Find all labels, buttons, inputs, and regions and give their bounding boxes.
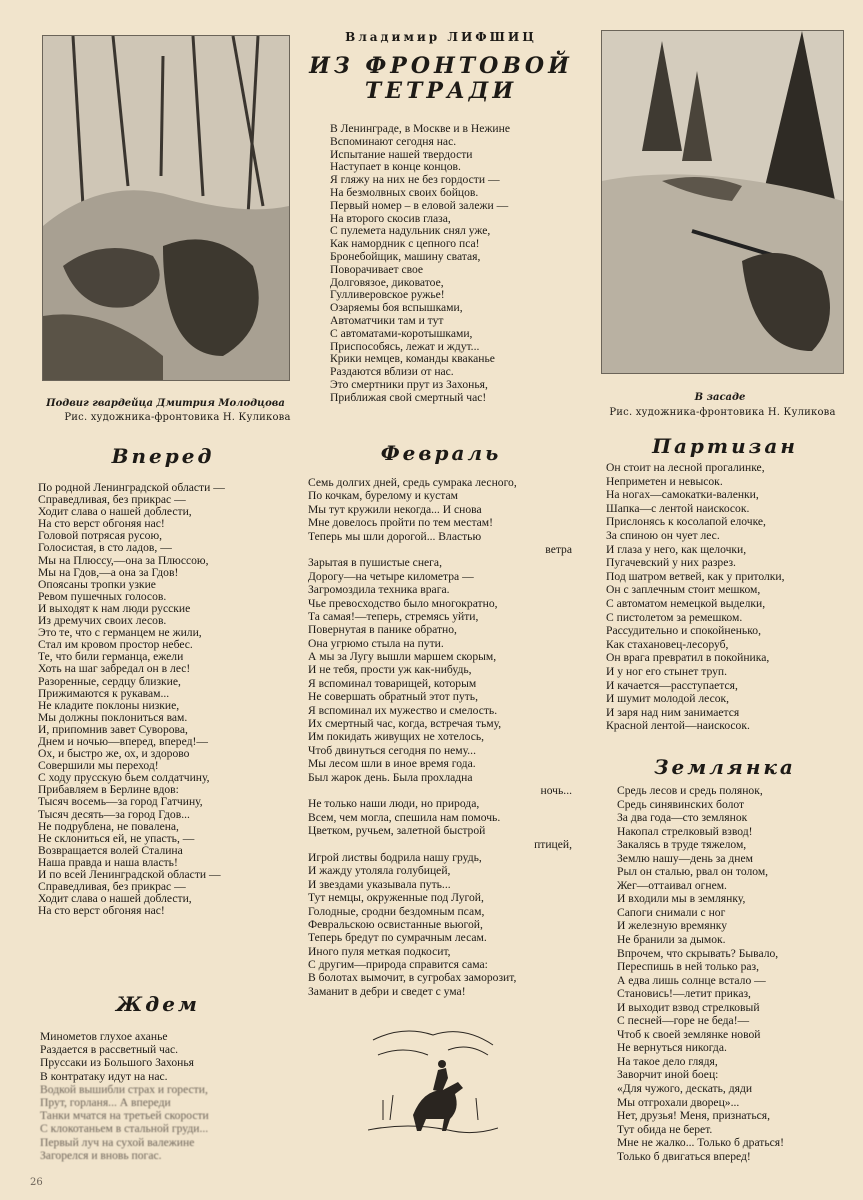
poem-line: Первый луч на сухой валежине [40,1135,195,1149]
poem-line: Мне довелось пройти по тем местам! [308,516,493,530]
poem-line: Раздается в рассветный час. [40,1043,179,1057]
poem-line: Не кладите поклоны низкие, [38,698,180,712]
poem-line: Прут, горланя... А впереди [40,1095,171,1109]
poem-line: Только б двигаться вперед! [617,1149,751,1163]
poem-line: Я гляжу на них не без гордости — [330,173,500,187]
poem-partizan [606,461,785,733]
poem-line: Не бранили за дымок. [617,933,726,947]
poem-line: Она угрюмо стыла на пути. [308,636,444,650]
horse-rider-icon [368,1020,498,1145]
poem-line: Становись!—летит приказ, [617,987,751,1001]
poem-line: Зарытая в пушистые снега, [308,556,442,570]
poem-zemlyanka [617,784,784,1163]
poem-line: Чтоб к своей землянке новой [617,1027,761,1041]
poem-line: Он с заплечным стоит мешком, [606,583,761,597]
poem-line: Гулливеровское ружье! [330,288,445,302]
poem-line: И у ног его стынет труп. [606,664,727,678]
poem-intro [330,123,510,405]
poem-line: На такое дело глядя, [617,1054,718,1068]
poem-line: Средь синявинских болот [617,797,745,811]
poem-line: Заворчит иной боец: [617,1068,719,1082]
poem-line: Повернутая в панике обратно, [308,623,457,637]
poem-line: Сапоги снимали с ног [617,905,726,919]
poem-title-vpered: Вперед [111,444,215,468]
poem-line: И, припомнив завет Суворова, [38,722,188,736]
poem-line: В болотах вымочит, в сугробах заморозит, [308,971,517,985]
poem-line: Мы отгрохали дворец»... [617,1095,740,1109]
poem-line: Землю нашу—день за днем [617,851,753,865]
poem-line: Долговязое, диковатое, [330,275,444,289]
poem-line: Неприметен и невысок. [606,474,723,488]
poem-line: Чье превосходство было многократно, [308,596,498,610]
poem-line: Заманит в дебри и сведет с ума! [308,984,466,998]
poem-line: Совершили мы переход! [38,759,159,773]
poem-line: И железную времянку [617,919,728,933]
poem-line: Из дремучих своих лесов. [38,614,167,628]
main-title-line2: ТЕТРАДИ [364,78,518,104]
poem-line: Тысяч десять—за город Гдов... [38,807,190,821]
poem-line: Та самая!—теперь, стремясь уйти, [308,609,479,623]
poem-line: На безмолвных своих бойцов. [330,185,479,199]
poem-line: Загромоздила техника врага. [308,583,450,597]
poem-line: И выходит взвод стрелковый [617,1000,760,1014]
poem-line: Загорелся и вновь погас. [40,1148,162,1162]
poem-line: Мы лесом шли в иное время года. [308,757,476,771]
poem-line: Танки мчатся на третьей скорости [40,1109,209,1123]
author-name: Владимир ЛИФШИЦ [345,30,537,44]
poem-line: По родной Ленинградской области — [38,481,225,494]
poem-line: На ногах—самокатки-валенки, [606,488,759,502]
poem-line: В Ленинграде, в Москве и в Нежине [330,122,510,135]
poem-line: ветра [545,542,572,556]
illustration-guardsman-molodtsov [42,35,290,381]
poem-line: И по всей Ленинградской области — [38,868,221,881]
poem-line: Возвращается волей Сталина [38,843,183,857]
poem-line: Опоясаны тропки узкие [38,577,156,591]
poem-line: И входили мы в землянку, [617,892,746,906]
poem-line: И заря над ним занимается [606,705,740,719]
poem-line: Я вспоминал товарищей, которым [308,676,477,690]
poem-line: Он стоит на лесной прогалинке, [606,461,765,474]
poem-line: По кочкам, бурелому и кустам [308,489,458,503]
poem-line: Автоматчики там и тут [330,313,444,327]
poem-line: Пруссаки из Большого Захонья [40,1056,195,1070]
right-illustration-credit: Рис. художника-фронтовика Н. Куликова [609,407,836,418]
poem-line: Нет, друзья! Меня, признаться, [617,1109,771,1123]
poem-line: Шапка—с лентой наискосок. [606,501,750,515]
poem-line: С ходу прусскую бьем солдатчину, [38,771,210,785]
poem-line: Первый номер – в еловой залежи — [330,198,509,212]
poem-line: Красной лентой—наискосок. [606,719,750,733]
poem-line: Те, что били германца, ежели [38,650,184,664]
poem-line: Рыл он сталью, рвал он толом, [617,865,769,879]
poem-line: Днем и ночью—вперед, вперед!— [38,734,208,748]
poem-line: Вспоминают сегодня нас. [330,134,457,148]
poem-line: Прислонясь к косолапой елочке, [606,515,766,529]
poem-line: Всем, чем могла, спешила нам помочь. [308,810,501,824]
poem-line: С пистолетом за ремешком. [606,610,743,624]
poem-line: Тут обида не берет. [617,1122,713,1136]
poem-line: С пулемета надульник снял уже, [330,224,491,238]
poem-line: Справедливая, без прикрас — [38,493,186,507]
poem-line: Я вспоминал их мужество и смелость. [308,703,498,717]
poem-line: И жажду утоляла голубицей, [308,864,451,878]
poem-line: Приспособясь, лежат и ждут... [330,339,480,353]
poem-line: Не только наши люди, но природа, [308,797,480,811]
poem-line: Как намордник с цепного пса! [330,237,480,251]
poem-line: Справедливая, без прикрас — [38,880,186,894]
rider-sketch-illustration [368,1020,498,1145]
poem-line: На сто верст обгоняя нас! [38,904,165,918]
poem-line: Мы должны поклониться вам. [38,710,188,724]
poem-line: Теперь бредут по сумрачным лесам. [308,931,487,945]
poem-line: Минометов глухое аханье [40,1030,168,1043]
poem-line: Накопал стрелковый взвод! [617,824,753,838]
page-number: 26 [30,1177,43,1188]
poem-line: Озаряемы боя вспышками, [330,301,463,315]
poem-line: Под шатром ветвей, как у притолки, [606,569,785,583]
poem-line: Ох, и быстро же, ох, и здорово [38,747,190,761]
poem-line: С автоматом немецкой выделки, [606,596,766,610]
poem-line: Испытание нашей твердости [330,147,473,161]
poem-line: Средь лесов и средь полянок, [617,784,763,797]
poem-line: Это те, что с германцем не жили, [38,626,202,640]
poem-line: Переспишь в ней только раз, [617,960,760,974]
poem-line: Стал им кровом простор небес. [38,638,193,652]
poem-line: За спиною он чует лес. [606,528,720,542]
poem-title-partizan: Партизан [652,434,798,458]
left-illustration-credit: Рис. художника-фронтовика Н. Куликова [64,412,291,423]
poem-line: «Для чужого, дескать, дяди [617,1082,753,1096]
poem-line: Цветком, ручьем, залетной быстрой [308,824,486,838]
poem-line: Водкой вышибли страх и горести, [40,1082,208,1096]
poem-line: Мы на Гдов,—а она за Гдов! [38,565,179,579]
poem-line: Впрочем, что скрывать? Бывало, [617,946,779,960]
poem-line: А едва лишь солнце встало — [617,973,766,987]
poem-line: Хоть на шаг забредал он в лес! [38,662,191,676]
poem-line: Рассудительно и спокойненько, [606,624,761,638]
poem-title-zhdem: Ждем [116,992,200,1016]
poem-line: Прижимаются к рукавам... [38,686,170,700]
poem-line: И шумит молодой лесок, [606,692,730,706]
poem-line: Не вернуться никогда. [617,1041,727,1055]
poem-line: Пугачевский у них разрез. [606,556,736,570]
poem-line: На сто верст обгоняя нас! [38,517,165,531]
poem-line: Он врага превратил в покойника, [606,651,770,665]
poem-line: С автоматами-коротышками, [330,326,473,340]
poem-line: Дорогу—на четыре километра — [308,569,474,583]
poem-line: И глаза у него, как щелочки, [606,542,747,556]
poem-line: ночь... [540,783,572,797]
poem-line: За два года—сто землянок [617,811,748,825]
poem-line: Чтоб двинуться сегодня по нему... [308,743,476,757]
poem-line: И звездами указывала путь... [308,877,451,891]
poem-line: Не совершать обратный этот путь, [308,690,478,704]
poem-line: птицей, [534,837,572,851]
poem-line: И качается—расступается, [606,678,738,692]
poem-line: Февральскою освистанные вьюгой, [308,917,483,931]
poem-line: Как стахановец-лесоруб, [606,637,729,651]
poem-line: Разоренные, сердцу близкие, [38,674,181,688]
poem-line: Приближая свой смертный час! [330,390,487,404]
left-illustration-caption: Подвиг гвардейца Дмитрия Молодцова [46,398,285,409]
poem-line: Мне не жалко... Только б драться! [617,1136,784,1150]
poem-line: Им покидать живущих не хотелось, [308,730,485,744]
ambush-scene-drawing [602,31,843,373]
illustration-ambush [601,30,844,374]
battle-scene-drawing [43,36,289,380]
poem-line: Голосистая, в сто ладов, — [38,541,172,555]
poem-line: Жег—оттаивал огнем. [617,878,727,892]
poem-line: Наступает в конце концов. [330,160,461,174]
poem-line: Не склониться ей, не упасть, — [38,831,195,845]
poem-line: Семь долгих дней, средь сумрака лесного, [308,476,517,489]
poem-line: Тысяч восемь—за город Гатчину, [38,795,203,809]
poem-line: Игрой листвы бодрила нашу грудь, [308,850,482,864]
poem-line: Раздаются вблизи от нас. [330,365,454,379]
poem-line: Крики немцев, команды кваканье [330,352,495,366]
main-title-line1: ИЗ ФРОНТОВОЙ [309,53,573,79]
poem-line: Закалясь в труде тяжелом, [617,838,747,852]
poem-line: Наша правда и наша власть! [38,855,178,869]
poem-line: Голодные, сродни бездомным псам, [308,904,485,918]
poem-line: Тут немцы, окруженные под Лугой, [308,891,484,905]
poem-line: Ходит слава о нашей доблести, [38,505,192,519]
poem-vpered [38,482,225,917]
poem-line: Ревом пушечных голосов. [38,589,167,603]
poem-line: Прибавляем в Берлине вдов: [38,783,179,797]
poem-zhdem [40,1030,209,1162]
poem-line: Мы тут кружили некогда... И снова [308,502,482,516]
poem-line: На второго скосив глаза, [330,211,451,225]
poem-line: Иного пуля меткая подкосит, [308,944,451,958]
poem-line: Ходит слава о нашей доблести, [38,892,192,906]
poem-line: Это смертники прут из Захонья, [330,377,488,391]
poem-line: И не тебя, прости уж как-нибудь, [308,663,472,677]
poem-line: А мы за Лугу вышли маршем скорым, [308,650,497,664]
poem-line: Не подрублена, не повалена, [38,819,179,833]
poem-line: С песней—горе не беда!— [617,1014,750,1028]
poem-line: И выходят к нам люди русские [38,601,191,615]
poem-line: Мы на Плюссу,—она за Плюссою, [38,553,209,567]
poem-line: Был жарок день. Была прохладна [308,770,473,784]
right-illustration-caption: В засаде [694,392,746,403]
poem-line: С клокотаньем в стальной груди... [40,1122,209,1136]
poem-line: Теперь мы шли дорогой... Властью [308,529,482,543]
poem-line: Их смертный час, когда, встречая тьму, [308,717,502,731]
poem-title-fevral: Февраль [380,441,502,465]
poem-line: Бронебойщик, машину сватая, [330,249,481,263]
poem-title-zemlyanka: Землянка [654,755,796,779]
poem-line: Поворачивает свое [330,262,424,276]
poem-line: Головой потрясая русою, [38,529,162,543]
poem-fevral [308,476,572,998]
poem-line: В контратаку идут на нас. [40,1069,168,1083]
poem-line: С другим—природа справится сама: [308,958,488,972]
